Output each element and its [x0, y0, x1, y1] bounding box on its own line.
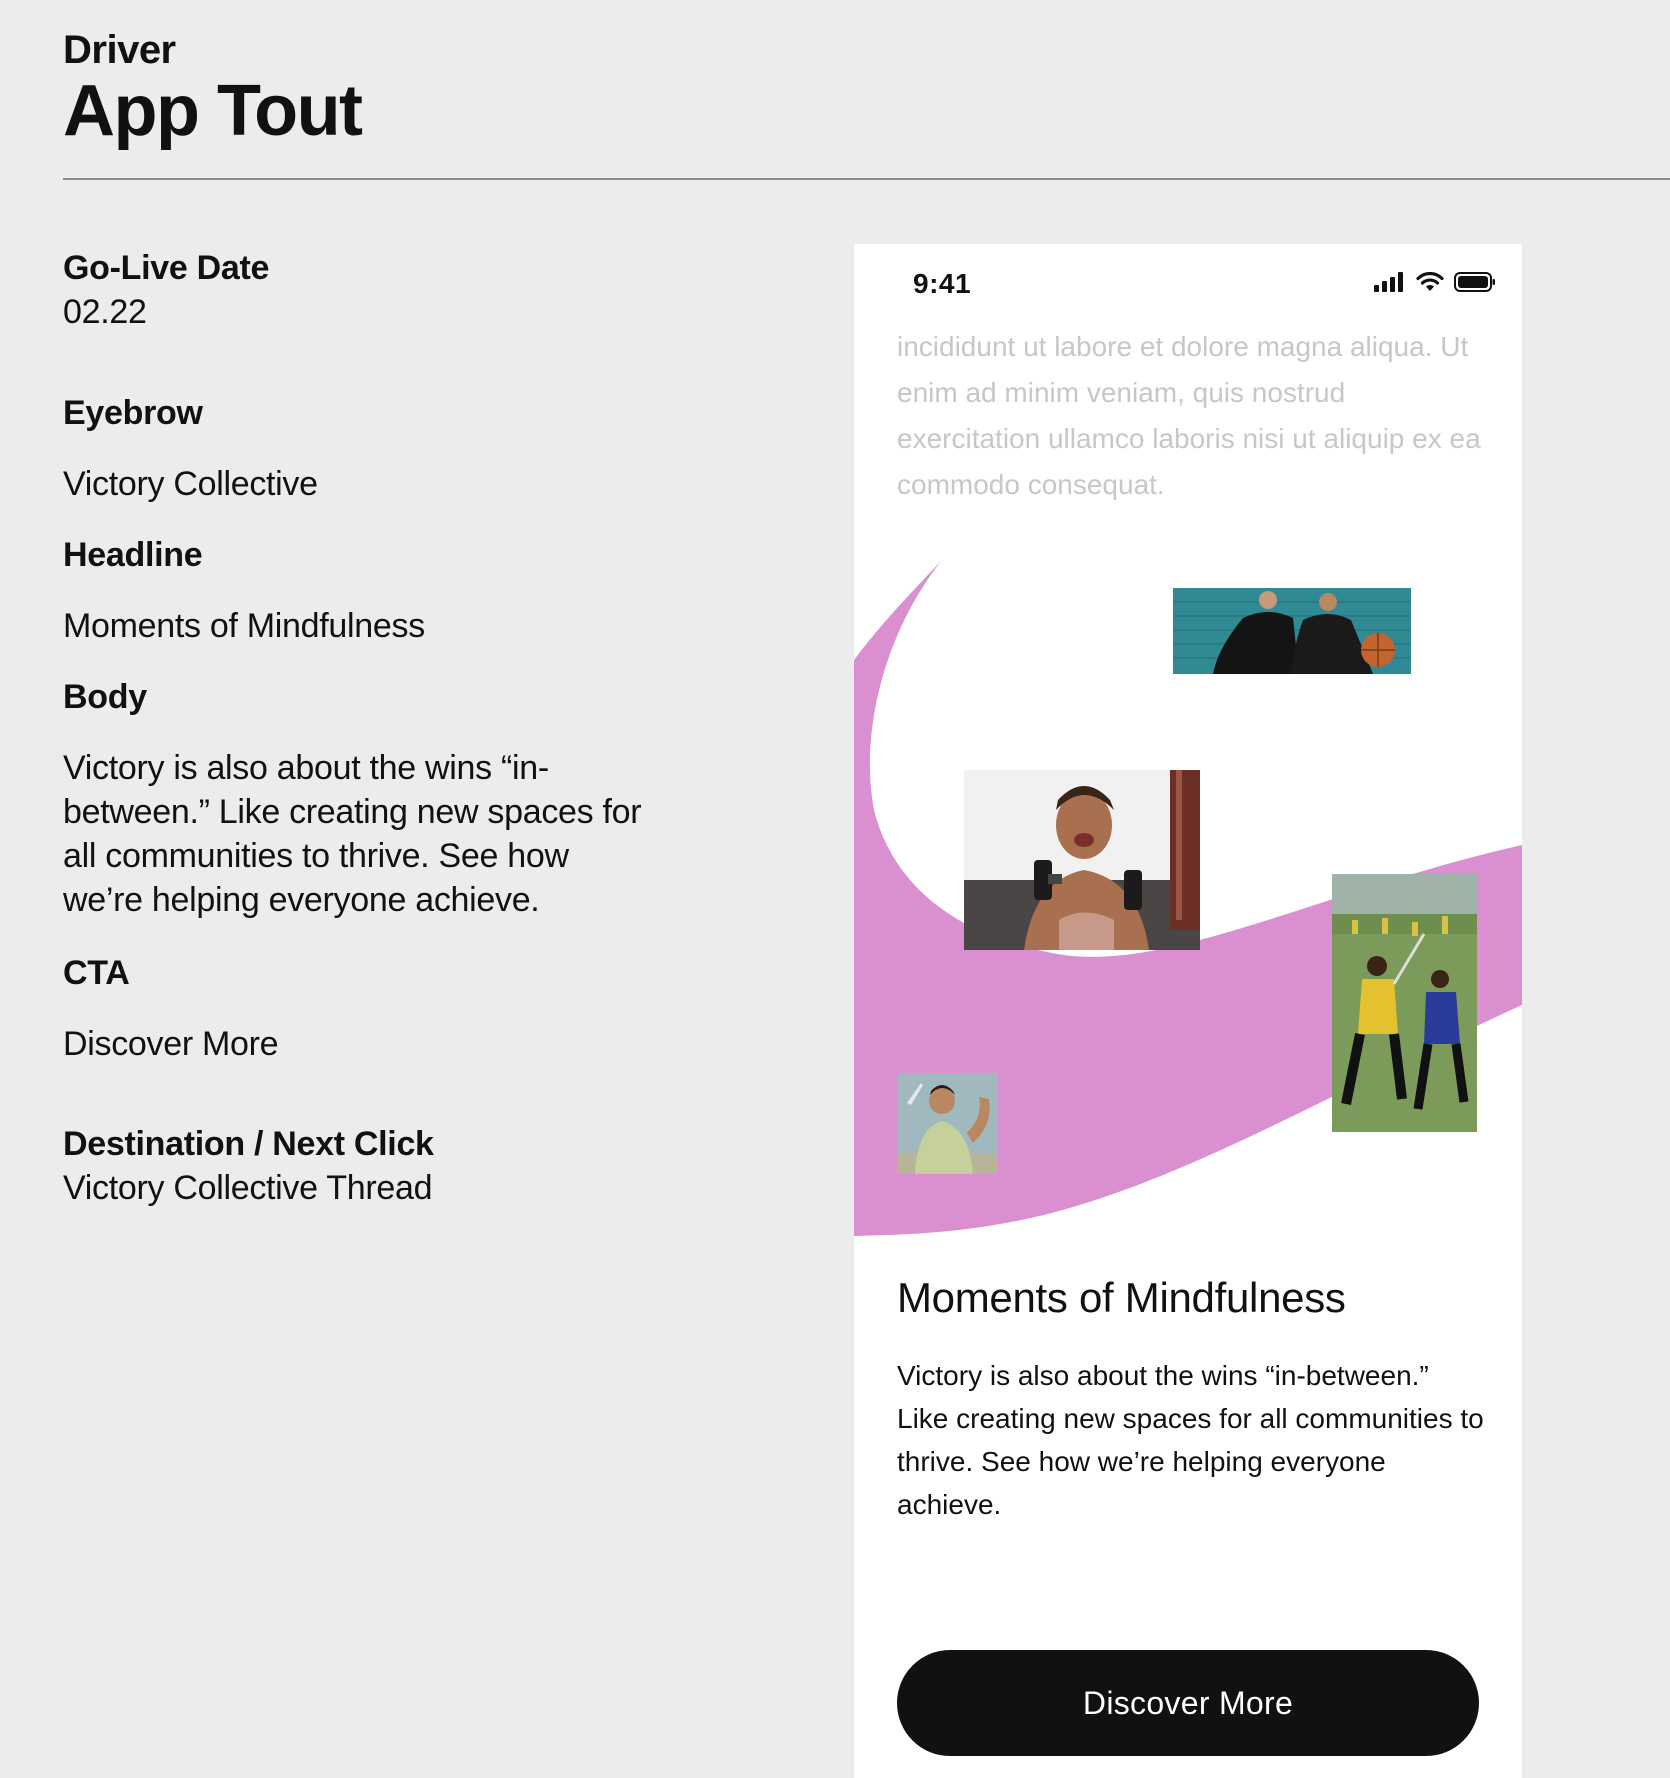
- spec-destination: [63, 1122, 434, 1210]
- page-kicker: Driver: [63, 28, 176, 72]
- spec-value: 02.22: [63, 293, 147, 331]
- photo-lacrosse-players: [1332, 874, 1477, 1132]
- status-bar: [854, 244, 1522, 320]
- phone-mockup: [854, 244, 1522, 1778]
- spec-go-live: [63, 246, 269, 334]
- spec-body-value: Victory is also about the wins “in-between.” Like creating new spaces for all communities to thrive. See how we’re helping everyone achieve.: [63, 749, 642, 919]
- spec-eyebrow-label: Eyebrow: [63, 394, 203, 432]
- spec-label: Go-Live Date: [63, 249, 270, 287]
- spec-label: Destination / Next Click: [63, 1125, 434, 1163]
- spec-eyebrow-value: Victory Collective: [63, 465, 318, 503]
- spec-headline-label: Headline: [63, 536, 203, 574]
- photo-man-flexing: [897, 1073, 998, 1174]
- status-time: 9:41: [913, 268, 972, 299]
- faded-scroll-text: incididunt ut labore et dolore magna aliqua. Ut enim ad minim veniam, quis nostrud exercitation ullamco laboris nisi ut aliquip ex ea commodo consequat.: [897, 331, 1481, 500]
- tout-headline: Moments of Mindfulness: [897, 1274, 1346, 1321]
- photo-teammates: [1173, 588, 1411, 674]
- tout-body: Victory is also about the wins “in-between.” Like creating new spaces for all communities to thrive. See how we’re helping everyone achieve.: [897, 1360, 1484, 1520]
- photo-dumbbell-workout: [964, 770, 1200, 950]
- signal-icon: [1374, 272, 1406, 297]
- spec-cta-value: Discover More: [63, 1025, 279, 1063]
- spec-headline-value: Moments of Mindfulness: [63, 607, 425, 645]
- spec-cta-label: CTA: [63, 954, 130, 992]
- header-divider: [63, 178, 1670, 180]
- spec-body-label: Body: [63, 678, 147, 716]
- page-header: [63, 28, 362, 150]
- wifi-icon: [1416, 272, 1444, 297]
- status-icons: [1374, 272, 1496, 297]
- battery-icon: [1454, 272, 1496, 297]
- page-title: App Tout: [63, 71, 362, 151]
- discover-more-button[interactable]: Discover More: [897, 1650, 1479, 1756]
- spec-value: Victory Collective Thread: [63, 1169, 433, 1207]
